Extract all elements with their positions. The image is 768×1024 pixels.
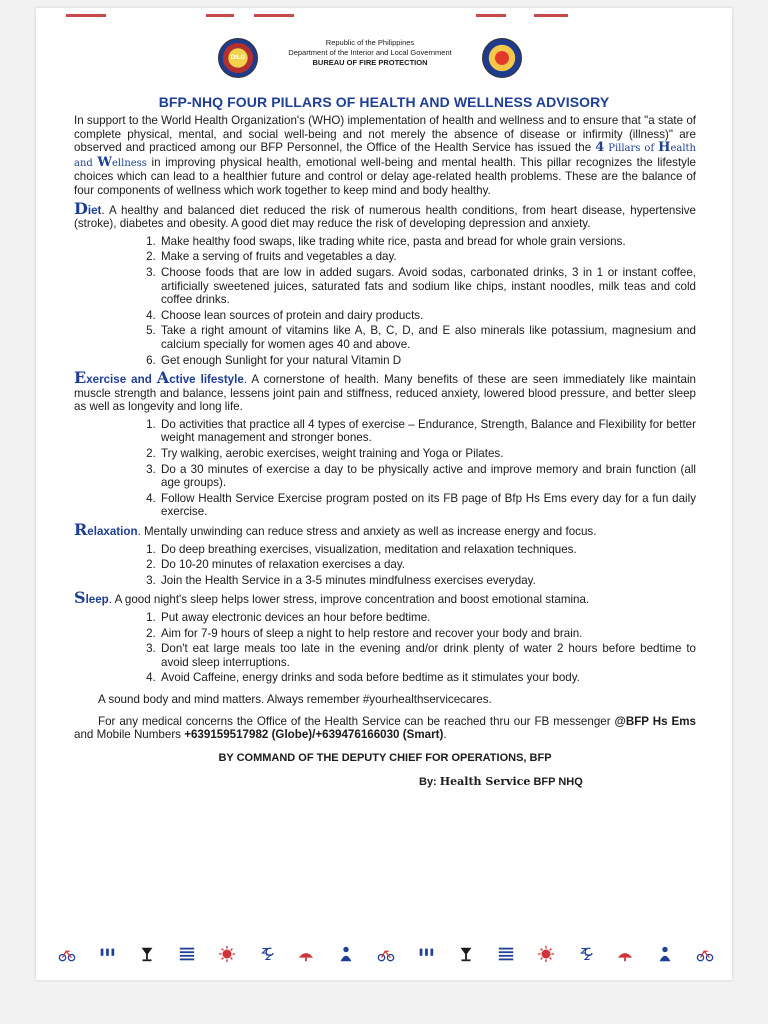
letterhead-text: Republic of the Philippines Department of the Interior and Local Government BUREAU OF FIRE PROTECTION <box>288 38 452 67</box>
signature-line: By: Health Service BFP NHQ <box>419 775 583 789</box>
list-item: 1. Do deep breathing exercises, visualization, meditation and relaxation techniques. <box>159 543 696 557</box>
dumbbell-icon <box>138 945 156 963</box>
list-item: 1. Put away electronic devices an hour before bedtime. <box>159 611 696 625</box>
list-icon <box>178 945 196 963</box>
closing-text: A sound body and mind matters. Always remember #yourhealthservicecares. <box>98 692 492 706</box>
diet-list <box>74 235 696 367</box>
sleep-list <box>74 611 696 685</box>
sun-icon <box>218 945 236 963</box>
bicycle-icon <box>377 945 395 963</box>
list-item: 5. Take a right amount of vitamins like A, B, C, D, and E also minerals like potassium, magnesium and calcium specially for women ages 40 and above. <box>159 324 696 351</box>
diet-heading: Diet <box>74 198 102 218</box>
bicycle-icon <box>58 945 76 963</box>
list-item: 1. Do activities that practice all 4 types of exercise – Endurance, Strength, Balance and Flexibility for better weight management and stronger bones. <box>159 418 696 445</box>
list-item: 3. Join the Health Service in a 3-5 minutes mindfulness exercises everyday. <box>159 574 696 588</box>
relaxation-heading: Relaxation <box>74 520 138 540</box>
sleep-icon <box>257 945 275 963</box>
advisory-body <box>74 114 696 790</box>
page-title: BFP-NHQ FOUR PILLARS OF HEALTH AND WELLNESS ADVISORY <box>158 94 610 110</box>
list-icon <box>497 945 515 963</box>
messenger-handle: @BFP Hs Ems <box>614 714 696 728</box>
sleep-section: Sleep. A good night's sleep helps lower stress, improve concentration and boost emotional stamina. <box>74 588 590 608</box>
sleep-icon <box>576 945 594 963</box>
exercise-list <box>74 418 696 519</box>
person-icon <box>656 945 674 963</box>
advisory-page <box>36 8 732 980</box>
intro-paragraph: In support to the World Health Organization's (WHO) implementation of health and wellness and to ensure that "a state of complete physical, mental, and social well-being and not merely the absence of disease or infirmity (illness)" are observed and practiced among our BFP Personnel, the Office of the Health Service has issued the 4 Pillars of Health and Wellness in improving physical health, emotional well-being and mental health. This pillar recognizes the lifestyle choices which can lead to a healthier future and control or delay age-related health problems. These are the balance of four components of wellness which work together to keep mind and body healthy. <box>74 114 697 197</box>
list-item: 2. Do 10-20 minutes of relaxation exercises a day. <box>159 558 696 572</box>
bfp-seal-icon <box>482 38 522 78</box>
exercise-section: Exercise and Active lifestyle. A cornerstone of health. Many benefits of these are seen immediately like maintain muscle strength and balance, lessens joint pain and stiffness, reduced anxiety, lowered blood pressure, and better sleep as well as longevity and long life. <box>74 368 696 414</box>
sleep-heading: Sleep <box>74 588 109 608</box>
exercise-heading: Exercise and Active lifestyle <box>74 368 244 388</box>
list-item: 2. Make a serving of fruits and vegetables a day. <box>159 250 696 264</box>
relaxation-section: Relaxation. Mentally unwinding can reduce stress and anxiety as well as increase energy and focus. <box>74 520 597 540</box>
list-item: 2. Try walking, aerobic exercises, weight training and Yoga or Pilates. <box>159 447 696 461</box>
sun-icon <box>537 945 555 963</box>
diet-section: Diet. A healthy and balanced diet reduced the risk of numerous health conditions, from heart disease, hypertensive (stroke), diabetes and obesity. A good diet may reduce the risk of developing depression and anxiety. <box>74 198 696 231</box>
list-item: 6. Get enough Sunlight for your natural Vitamin D <box>159 354 696 368</box>
fish-icon <box>297 945 315 963</box>
person-icon <box>337 945 355 963</box>
footer-icon-strip <box>58 936 714 972</box>
list-item: 2. Aim for 7-9 hours of sleep a night to help restore and recover your body and brain. <box>159 627 696 641</box>
dumbbell-icon <box>457 945 475 963</box>
bicycle-icon <box>696 945 714 963</box>
contact-paragraph: For any medical concerns the Office of the Health Service can be reached thru our FB messenger @BFP Hs Ems and Mobile Numbers +639159517982 (Globe)/+639476166030 (Smart). <box>74 714 696 742</box>
bars-icon <box>98 945 116 963</box>
list-item: 3. Choose foods that are low in added sugars. Avoid sodas, carbonated drinks, 3 in 1 or instant coffee, artificially sweetened juices, saturated fats and sodium like chips, instant noodles, milk teas and cold coffee drinks. <box>159 266 696 307</box>
list-item: 4. Choose lean sources of protein and dairy products. <box>159 309 696 323</box>
list-item: 4. Follow Health Service Exercise program posted on its FB page of Bfp Hs Ems every day for a fun daily exercise. <box>159 492 696 519</box>
top-strip <box>36 8 732 18</box>
command-line: BY COMMAND OF THE DEPUTY CHIEF FOR OPERATIONS, BFP <box>218 751 552 764</box>
dilg-seal-icon: DILG <box>218 38 258 78</box>
list-item: 1. Make healthy food swaps, like trading white rice, pasta and bread for whole grain versions. <box>159 235 696 249</box>
fish-icon <box>616 945 634 963</box>
bars-icon <box>417 945 435 963</box>
list-item: 3. Don't eat large meals too late in the evening and/or drink plenty of water 2 hours before bedtime to avoid sleep interruptions. <box>159 642 696 669</box>
list-item: 4. Avoid Caffeine, energy drinks and soda before bedtime as it stimulates your body. <box>159 671 696 685</box>
pillars-name: 4 Pillars of Health and Wellness <box>74 140 696 170</box>
mobile-numbers: +639159517982 (Globe)/+639476166030 (Smart) <box>184 728 444 742</box>
list-item: 3. Do a 30 minutes of exercise a day to be physically active and improve memory and brain function (all age groups). <box>159 463 696 490</box>
letterhead <box>36 34 732 88</box>
relaxation-list <box>74 543 696 588</box>
